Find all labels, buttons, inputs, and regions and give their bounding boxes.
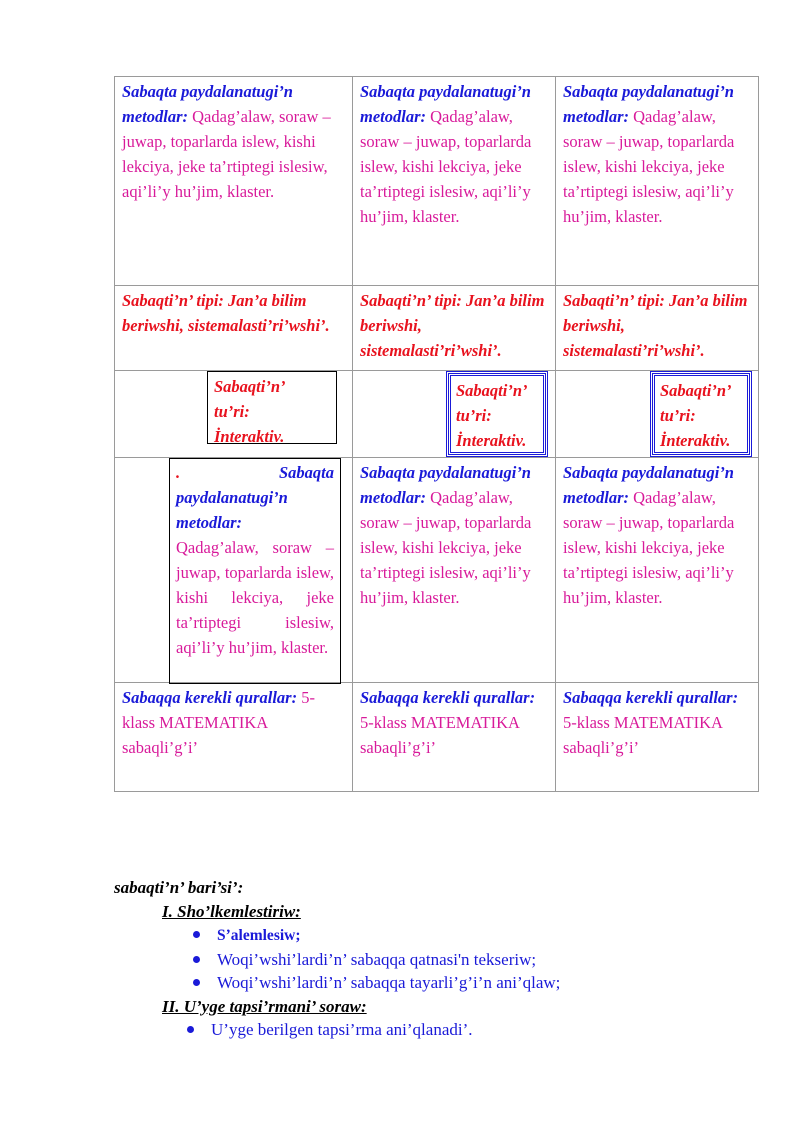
lesson-type-text: Sabaqti’n’ tipi: Jan’a bilim beriwshi, sistemalasti’ri’wshi’. xyxy=(360,291,545,360)
list-item-text: Woqi’wshi’lardi’n’ sabaqqa qatnasi'n tekseriw; xyxy=(217,949,537,969)
lesson-kind-label-line2: tu’ri: xyxy=(214,402,250,421)
tools-value: 5-klass MATEMATIKA sabaqli’g’i’ xyxy=(122,688,315,757)
tools-row xyxy=(115,683,759,792)
plan-title: sabaqti’n’ bari’si’: xyxy=(114,878,244,897)
lesson-kind-label-line1: Sabaqti’n’ xyxy=(456,381,528,400)
methods-box-text: Qadag’alaw, soraw – juwap, toparlarda islew, kishi lekciya, jeke ta’rtiptegi islesiw, aqi’li’y hu’jim, klaster. xyxy=(176,538,334,657)
methods-text: Qadag’alaw, soraw – juwap, toparlarda islew, kishi lekciya, jeke ta’rtiptegi islesiw, aqi’li’y hu’jim, klaster. xyxy=(563,488,735,607)
methods-label: Sabaqta paydalanatugi’n metodlar: xyxy=(360,82,531,126)
methods-box-heading xyxy=(176,460,334,485)
list-item xyxy=(184,1018,560,1042)
methods-row xyxy=(115,77,759,286)
lesson-kind-cell-3 xyxy=(556,371,759,458)
methods-label: Sabaqta paydalanatugi’n metodlar: xyxy=(360,463,531,507)
lesson-type-cell-2 xyxy=(353,286,556,371)
lesson-kind-label-line2: tu’ri: xyxy=(456,406,492,425)
methods-box xyxy=(169,458,341,684)
lesson-kind-box xyxy=(448,373,546,455)
methods-cell-3 xyxy=(556,77,759,286)
section-organization-list xyxy=(190,923,560,995)
bullet-icon xyxy=(193,956,200,963)
tools-value: 5-klass MATEMATIKA sabaqli’g’i’ xyxy=(360,713,520,757)
methods-text: Qadag’alaw, soraw – juwap, toparlarda islew, kishi lekciya, jeke ta’rtiptegi islesiw, aqi’li’y hu’jim, klaster. xyxy=(360,107,532,226)
list-item-text: Woqi’wshi’lardi’n’ sabaqqa tayarli’g’i’n ani’qlaw; xyxy=(217,973,561,992)
lesson-kind-cell-2 xyxy=(353,371,556,458)
methods-box-label-part3: metodlar: xyxy=(176,513,242,532)
tools-label: Sabaqqa kerekli qurallar: xyxy=(122,688,298,707)
lesson-kind-label-line1: Sabaqti’n’ xyxy=(214,377,286,396)
methods-cell-2 xyxy=(353,77,556,286)
methods-label: Sabaqta paydalanatugi’n metodlar: xyxy=(122,82,293,126)
lesson-type-cell-3 xyxy=(556,286,759,371)
lesson-type-cell-1 xyxy=(115,286,353,371)
tools-cell-1 xyxy=(115,683,353,792)
methods-text: Qadag’alaw, soraw – juwap, toparlarda islew, kishi lekciya, jeke ta’rtiptegi islesiw, aqi’li’y hu’jim, klaster. xyxy=(563,107,735,226)
lesson-type-row xyxy=(115,286,759,371)
bullet-icon xyxy=(193,931,200,938)
tools-cell-2 xyxy=(353,683,556,792)
tools-value: 5-klass MATEMATIKA sabaqli’g’i’ xyxy=(563,713,723,757)
list-item xyxy=(190,971,560,995)
bullet-icon xyxy=(193,979,200,986)
methods-box-dot: . xyxy=(176,463,181,482)
tools-label: Sabaqqa kerekli qurallar: xyxy=(360,688,536,707)
list-item-text: U’yge berilgen tapsi’rma ani’qlanadi’. xyxy=(211,1020,473,1039)
methods-text: Qadag’alaw, soraw – juwap, toparlarda islew, kishi lekciya, jeke ta’rtiptegi islesiw, aqi’li’y hu’jim, klaster. xyxy=(122,107,331,201)
tools-label: Sabaqqa kerekli qurallar: xyxy=(563,688,739,707)
list-item xyxy=(190,948,560,972)
lesson-kind-label-line1: Sabaqti’n’ xyxy=(660,381,732,400)
methods-box-label-part2: paydalanatugi’n xyxy=(176,488,288,507)
lesson-kind-value: İnteraktiv. xyxy=(660,431,731,450)
methods-text: Qadag’alaw, soraw – juwap, toparlarda islew, kishi lekciya, jeke ta’rtiptegi islesiw, aqi’li’y hu’jim, klaster. xyxy=(360,488,532,607)
bullet-icon xyxy=(187,1026,194,1033)
lesson-plan xyxy=(114,876,560,1042)
section-homework-list xyxy=(184,1018,560,1042)
methods-cell-6 xyxy=(556,458,759,683)
lesson-kind-label-line2: tu’ri: xyxy=(660,406,696,425)
methods-label: Sabaqta paydalanatugi’n metodlar: xyxy=(563,463,734,507)
list-item xyxy=(190,923,560,948)
lesson-kind-cell-1 xyxy=(115,371,353,458)
lesson-type-text: Sabaqti’n’ tipi: Jan’a bilim beriwshi, sistemalasti’ri’wshi’. xyxy=(563,291,748,360)
methods-row-2 xyxy=(115,458,759,683)
methods-cell-5 xyxy=(353,458,556,683)
lesson-kind-box xyxy=(652,373,750,455)
methods-box-label-part1: Sabaqta xyxy=(278,463,334,482)
list-item-text: S’alemlesiw; xyxy=(217,927,301,944)
section-homework-title: II. U’yge tapsi’rmani’ soraw: xyxy=(162,996,367,1016)
lesson-kind-value: İnteraktiv. xyxy=(456,431,527,450)
lesson-type-text: Sabaqti’n’ tipi: Jan’a bilim beriwshi, sistemalasti’ri’wshi’. xyxy=(122,291,330,335)
lesson-table xyxy=(114,76,759,792)
lesson-kind-row xyxy=(115,371,759,458)
methods-cell-4 xyxy=(115,458,353,683)
lesson-kind-box xyxy=(207,371,337,444)
lesson-kind-value: İnteraktiv. xyxy=(214,427,285,446)
tools-cell-3 xyxy=(556,683,759,792)
methods-cell-1 xyxy=(115,77,353,286)
methods-label: Sabaqta paydalanatugi’n metodlar: xyxy=(563,82,734,126)
section-organization-title: I. Sho’lkemlestiriw: xyxy=(162,901,301,921)
